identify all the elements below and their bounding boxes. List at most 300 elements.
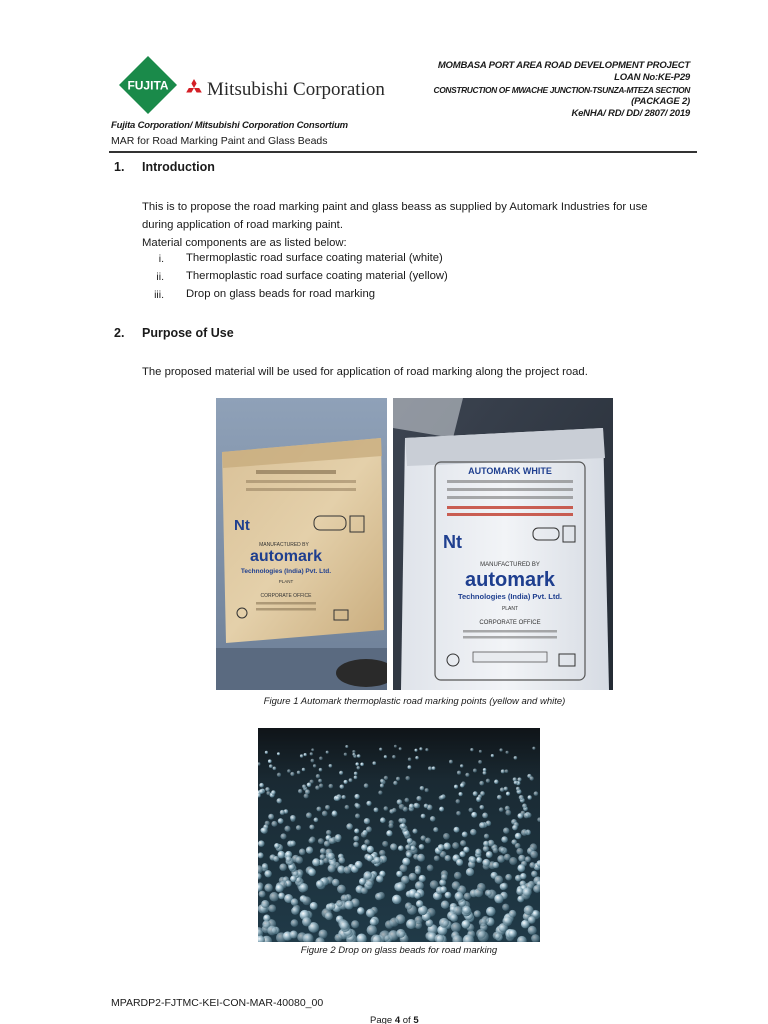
glass-bead	[456, 859, 463, 866]
glass-bead	[380, 784, 384, 788]
glass-bead	[497, 855, 505, 863]
document-reference: MPARDP2-FJTMC-KEI-CON-MAR-40080_00	[111, 997, 324, 1009]
glass-bead	[310, 902, 318, 910]
section-1-title: Introduction	[142, 160, 215, 174]
glass-bead	[332, 879, 339, 886]
white-bag-photo	[393, 398, 613, 690]
glass-bead	[421, 835, 426, 840]
glass-bead	[326, 830, 331, 835]
glass-bead	[392, 755, 396, 759]
glass-bead	[497, 795, 502, 800]
glass-bead	[316, 880, 324, 888]
glass-bead	[311, 748, 314, 751]
glass-bead	[424, 804, 429, 809]
glass-bead	[361, 887, 368, 894]
glass-bead	[298, 789, 302, 793]
glass-bead	[396, 871, 402, 877]
glass-bead	[302, 768, 306, 772]
glass-bead	[312, 858, 320, 866]
project-name: MOMBASA PORT AREA ROAD DEVELOPMENT PROJECT	[437, 60, 690, 71]
glass-bead	[460, 764, 463, 767]
glass-bead	[406, 852, 412, 858]
glass-bead	[501, 883, 508, 890]
glass-bead	[530, 843, 537, 850]
glass-bead	[476, 857, 482, 863]
glass-bead	[425, 748, 428, 751]
glass-bead	[327, 853, 334, 860]
glass-bead	[415, 756, 419, 760]
glass-bead	[494, 894, 503, 903]
glass-bead	[357, 907, 364, 914]
glass-bead	[392, 895, 402, 905]
fujita-logo-text: FUJITA	[127, 78, 169, 93]
glass-bead	[525, 856, 531, 862]
glass-bead	[329, 784, 334, 789]
glass-bead	[433, 827, 438, 832]
glass-bead	[416, 900, 423, 907]
document-title: MAR for Road Marking Paint and Glass Beads	[111, 135, 328, 147]
glass-bead	[291, 907, 299, 915]
glass-bead	[434, 855, 440, 861]
glass-bead	[451, 922, 461, 932]
glass-bead	[258, 840, 264, 846]
glass-bead	[460, 840, 466, 846]
glass-bead	[440, 886, 447, 893]
glass-bead	[517, 864, 525, 872]
glass-bead	[519, 795, 524, 800]
list-item-number: ii.	[156, 271, 164, 283]
glass-bead	[416, 796, 421, 801]
glass-bead	[349, 778, 353, 782]
glass-bead	[390, 843, 397, 850]
loan-number: LOAN No:KE-P29	[614, 72, 690, 83]
contract-reference: KeNHA/ RD/ DD/ 2807/ 2019	[571, 108, 690, 119]
glass-bead	[504, 787, 508, 791]
glass-bead	[493, 932, 501, 940]
glass-bead	[461, 920, 470, 929]
glass-bead	[452, 842, 459, 849]
glass-bead	[316, 807, 321, 812]
section-2-number: 2.	[114, 326, 125, 340]
glass-bead	[517, 777, 521, 781]
glass-bead	[466, 868, 474, 876]
glass-bead	[319, 756, 323, 760]
glass-bead	[473, 769, 477, 773]
svg-text:Nt: Nt	[443, 532, 462, 552]
glass-bead	[477, 883, 486, 892]
glass-bead	[299, 849, 306, 856]
glass-bead	[380, 817, 386, 823]
yellow-bag-brand: automark	[249, 548, 323, 565]
glass-bead	[495, 875, 504, 884]
glass-bead	[450, 914, 458, 922]
glass-bead	[401, 823, 406, 828]
glass-bead	[334, 934, 342, 942]
glass-bead	[354, 794, 359, 799]
glass-bead	[364, 839, 370, 845]
glass-bead	[459, 792, 463, 796]
glass-bead	[296, 856, 303, 863]
glass-bead	[445, 855, 451, 861]
glass-bead	[392, 808, 397, 813]
fujita-logo	[118, 55, 178, 115]
glass-bead	[319, 784, 323, 788]
project-info	[360, 60, 690, 120]
glass-bead	[441, 901, 449, 909]
glass-bead	[320, 848, 326, 854]
glass-bead	[322, 811, 328, 817]
glass-bead	[325, 805, 330, 810]
glass-bead	[513, 777, 517, 781]
glass-bead	[338, 857, 345, 864]
glass-bead	[345, 745, 348, 748]
glass-bead	[267, 926, 277, 936]
glass-bead	[532, 747, 535, 750]
glass-bead	[268, 759, 272, 763]
glass-bead	[476, 929, 486, 939]
glass-bead	[523, 887, 532, 896]
glass-bead	[264, 883, 272, 891]
glass-bead	[498, 846, 504, 852]
glass-bead	[352, 750, 355, 753]
glass-bead	[344, 780, 348, 784]
glass-bead	[530, 851, 538, 859]
glass-bead	[522, 803, 527, 808]
glass-bead	[366, 801, 371, 806]
glass-bead	[486, 851, 493, 858]
glass-bead	[306, 847, 313, 854]
paragraph-line: during application of road marking paint.	[142, 219, 343, 231]
glass-bead	[278, 818, 284, 824]
glass-bead	[361, 832, 367, 838]
glass-bead	[336, 900, 343, 907]
glass-bead	[421, 814, 426, 819]
glass-bead	[457, 771, 461, 775]
glass-bead	[412, 829, 417, 834]
glass-bead	[277, 752, 280, 755]
paragraph-line: Material components are as listed below:	[142, 237, 347, 249]
glass-bead	[516, 888, 524, 896]
glass-bead	[401, 876, 409, 884]
glass-bead	[501, 769, 505, 773]
glass-bead	[462, 906, 470, 914]
glass-bead	[443, 843, 450, 850]
glass-bead	[380, 779, 384, 783]
glass-bead	[425, 788, 429, 792]
glass-bead	[405, 798, 410, 803]
glass-bead	[410, 845, 415, 850]
page-number: Page 4 of 5	[370, 1015, 419, 1024]
glass-bead	[485, 890, 492, 897]
glass-bead	[440, 795, 444, 799]
glass-bead	[311, 759, 315, 763]
glass-bead	[470, 829, 476, 835]
glass-bead	[296, 825, 301, 830]
header-divider	[109, 151, 697, 153]
glass-bead	[483, 768, 487, 772]
glass-bead	[265, 787, 269, 791]
glass-bead	[299, 883, 308, 892]
glass-bead	[505, 810, 511, 816]
glass-bead	[364, 818, 370, 824]
glass-bead	[394, 745, 397, 748]
glass-bead	[361, 844, 368, 851]
glass-bead	[379, 850, 385, 856]
glass-bead	[265, 751, 268, 754]
glass-bead	[355, 803, 360, 808]
glass-bead	[505, 751, 508, 754]
glass-bead	[376, 875, 383, 882]
total-pages: 5	[413, 1015, 419, 1024]
glass-bead	[300, 754, 303, 757]
white-bag-company: Technologies (India) Pvt. Ltd.	[457, 592, 563, 601]
glass-bead	[331, 811, 337, 817]
glass-bead	[285, 856, 291, 862]
glass-bead	[398, 845, 404, 851]
glass-bead	[287, 769, 291, 773]
glass-bead	[402, 858, 410, 866]
glass-bead	[414, 892, 421, 899]
glass-bead	[355, 861, 363, 869]
glass-bead	[476, 797, 481, 802]
glass-bead	[396, 929, 405, 938]
glass-bead	[266, 791, 270, 795]
glass-bead	[500, 788, 504, 792]
glass-bead	[405, 902, 412, 909]
glass-bead	[269, 892, 278, 901]
glass-bead	[521, 829, 528, 836]
glass-bead	[518, 855, 525, 862]
glass-bead	[479, 750, 482, 753]
list-item-text: Thermoplastic road surface coating material (white)	[186, 252, 443, 264]
glass-bead	[302, 917, 311, 926]
white-bag-corporate-office: CORPORATE OFFICE	[479, 620, 541, 626]
glass-bead	[438, 844, 445, 851]
glass-bead	[262, 863, 268, 869]
glass-bead	[480, 805, 485, 810]
glass-bead	[528, 916, 536, 924]
glass-bead	[374, 857, 381, 864]
glass-bead	[326, 751, 329, 754]
list-item-number: i.	[158, 253, 164, 265]
glass-bead	[470, 748, 473, 751]
glass-bead	[274, 843, 280, 849]
glass-bead	[279, 863, 286, 870]
glass-bead	[275, 884, 283, 892]
package-number: (PACKAGE 2)	[631, 96, 690, 107]
glass-bead	[363, 871, 371, 879]
glass-bead	[414, 803, 420, 809]
glass-bead	[364, 783, 369, 788]
glass-bead	[354, 776, 358, 780]
glass-bead	[374, 807, 379, 812]
glass-bead	[280, 833, 286, 839]
glass-bead	[456, 811, 461, 816]
glass-bead	[460, 783, 464, 787]
glass-bead	[384, 755, 387, 758]
glass-bead	[367, 846, 374, 853]
glass-bead	[384, 806, 389, 811]
glass-bead	[419, 747, 422, 750]
glass-bead	[494, 780, 499, 785]
glass-bead	[346, 823, 352, 829]
glass-bead	[470, 857, 476, 863]
glass-bead	[483, 841, 489, 847]
glass-bead	[335, 796, 340, 801]
glass-bead	[414, 749, 417, 752]
introduction-paragraph	[142, 198, 702, 252]
glass-bead	[456, 799, 461, 804]
glass-bead	[415, 868, 421, 874]
glass-bead	[277, 798, 282, 803]
glass-bead	[475, 849, 481, 855]
glass-bead	[455, 892, 464, 901]
glass-bead	[344, 753, 347, 756]
glass-bead	[308, 838, 314, 844]
glass-bead	[351, 920, 359, 928]
glass-bead	[482, 812, 488, 818]
glass-bead	[306, 812, 312, 818]
figure-1-caption: Figure 1 Automark thermoplastic road marking points (yellow and white)	[263, 696, 566, 707]
glass-bead	[366, 909, 375, 918]
paragraph-line: The proposed material will be used for application of road marking along the project road.	[142, 366, 588, 378]
glass-bead	[265, 821, 270, 826]
list-item-text: Thermoplastic road surface coating material (yellow)	[186, 270, 448, 282]
construction-section: CONSTRUCTION OF MWACHE JUNCTION-TSUNZA-MTEZA SECTION	[433, 85, 690, 95]
glass-bead	[325, 912, 333, 920]
glass-bead	[515, 833, 522, 840]
glass-bead	[505, 874, 512, 881]
glass-bead	[501, 836, 508, 843]
glass-bead	[390, 917, 399, 926]
yellow-bag-company: Technologies (India) Pvt. Ltd.	[240, 568, 332, 575]
glass-bead	[367, 855, 374, 862]
glass-bead	[352, 753, 355, 756]
glass-bead	[318, 929, 327, 938]
glass-bead	[318, 779, 322, 783]
glass-bead	[407, 765, 411, 769]
glass-bead	[379, 748, 382, 751]
glass-bead	[520, 873, 526, 879]
glass-bead	[367, 925, 377, 935]
paragraph-line: This is to propose the road marking paint and glass beass as supplied by Automark Industries for use	[142, 201, 648, 213]
glass-bead	[474, 910, 481, 917]
glass-bead	[354, 772, 358, 776]
glass-bead	[329, 764, 333, 768]
glass-bead	[290, 772, 294, 776]
glass-bead	[441, 874, 447, 880]
glass-bead	[386, 830, 392, 836]
glass-bead	[342, 795, 346, 799]
glass-bead	[316, 774, 320, 778]
white-bag-product: AUTOMARK WHITE	[468, 466, 552, 476]
glass-bead	[337, 885, 346, 894]
glass-bead	[531, 871, 537, 877]
glass-bead	[388, 823, 393, 828]
glass-bead	[408, 757, 412, 761]
glass-bead	[284, 826, 290, 832]
glass-bead	[353, 842, 359, 848]
glass-bead	[516, 848, 523, 855]
glass-bead	[405, 776, 409, 780]
glass-bead	[307, 783, 312, 788]
yellow-bag-plant: PLANT	[278, 579, 294, 584]
glass-bead	[360, 763, 364, 767]
glass-bead	[308, 868, 316, 876]
glass-bead	[432, 766, 436, 770]
yellow-bag-corporate-office: CORPORATE OFFICE	[260, 593, 312, 599]
glass-bead	[503, 827, 509, 833]
glass-bead	[509, 910, 516, 918]
glass-bead	[464, 893, 471, 900]
glass-bead	[419, 875, 426, 882]
glass-bead	[462, 831, 468, 837]
glass-bead	[329, 838, 335, 844]
glass-bead	[357, 754, 361, 758]
glass-bead	[491, 754, 494, 757]
glass-bead	[259, 891, 266, 898]
glass-bead	[428, 766, 432, 770]
mitsubishi-three-diamonds-icon	[184, 79, 204, 97]
glass-bead	[430, 816, 436, 822]
glass-bead	[415, 881, 424, 890]
current-page: 4	[394, 1015, 401, 1024]
glass-bead	[319, 768, 323, 772]
glass-bead	[454, 872, 462, 880]
glass-bead	[259, 789, 264, 794]
glass-bead	[310, 752, 313, 755]
glass-bead	[499, 748, 502, 751]
glass-bead	[304, 753, 307, 756]
purpose-paragraph	[142, 363, 702, 381]
glass-bead	[486, 907, 496, 917]
glass-bead	[427, 865, 434, 872]
glass-bead	[302, 785, 306, 789]
glass-bead	[449, 760, 453, 764]
glass-bead	[268, 905, 276, 913]
glass-bead	[534, 791, 539, 796]
glass-bead	[454, 906, 463, 915]
mitsubishi-corporation-name: Mitsubishi Corporation	[207, 79, 385, 100]
glass-bead	[290, 930, 298, 938]
list-item-text: Drop on glass beads for road marking	[186, 288, 376, 300]
glass-bead	[264, 870, 271, 877]
glass-bead	[397, 799, 402, 804]
glass-bead	[314, 818, 319, 823]
glass-bead	[396, 777, 400, 781]
glass-bead	[452, 881, 460, 889]
glass-bead	[465, 773, 469, 777]
list-item-number: iii.	[154, 289, 164, 301]
glass-bead	[340, 784, 345, 789]
glass-bead	[259, 783, 264, 788]
glass-bead	[419, 844, 425, 850]
figure-2-caption: Figure 2 Drop on glass beads for road marking	[300, 945, 498, 956]
glass-bead	[506, 792, 510, 796]
glass-bead	[502, 904, 509, 911]
glass-bead	[393, 781, 397, 785]
glass-bead	[357, 766, 361, 770]
glass-bead	[280, 810, 285, 815]
glass-bead	[512, 825, 518, 831]
glass-bead	[315, 786, 319, 790]
glass-bead	[291, 898, 298, 905]
glass-bead	[493, 848, 499, 854]
glass-bead	[328, 865, 336, 873]
glass-bead	[345, 805, 350, 810]
glass-bead	[382, 841, 388, 847]
glass-bead	[471, 812, 477, 818]
